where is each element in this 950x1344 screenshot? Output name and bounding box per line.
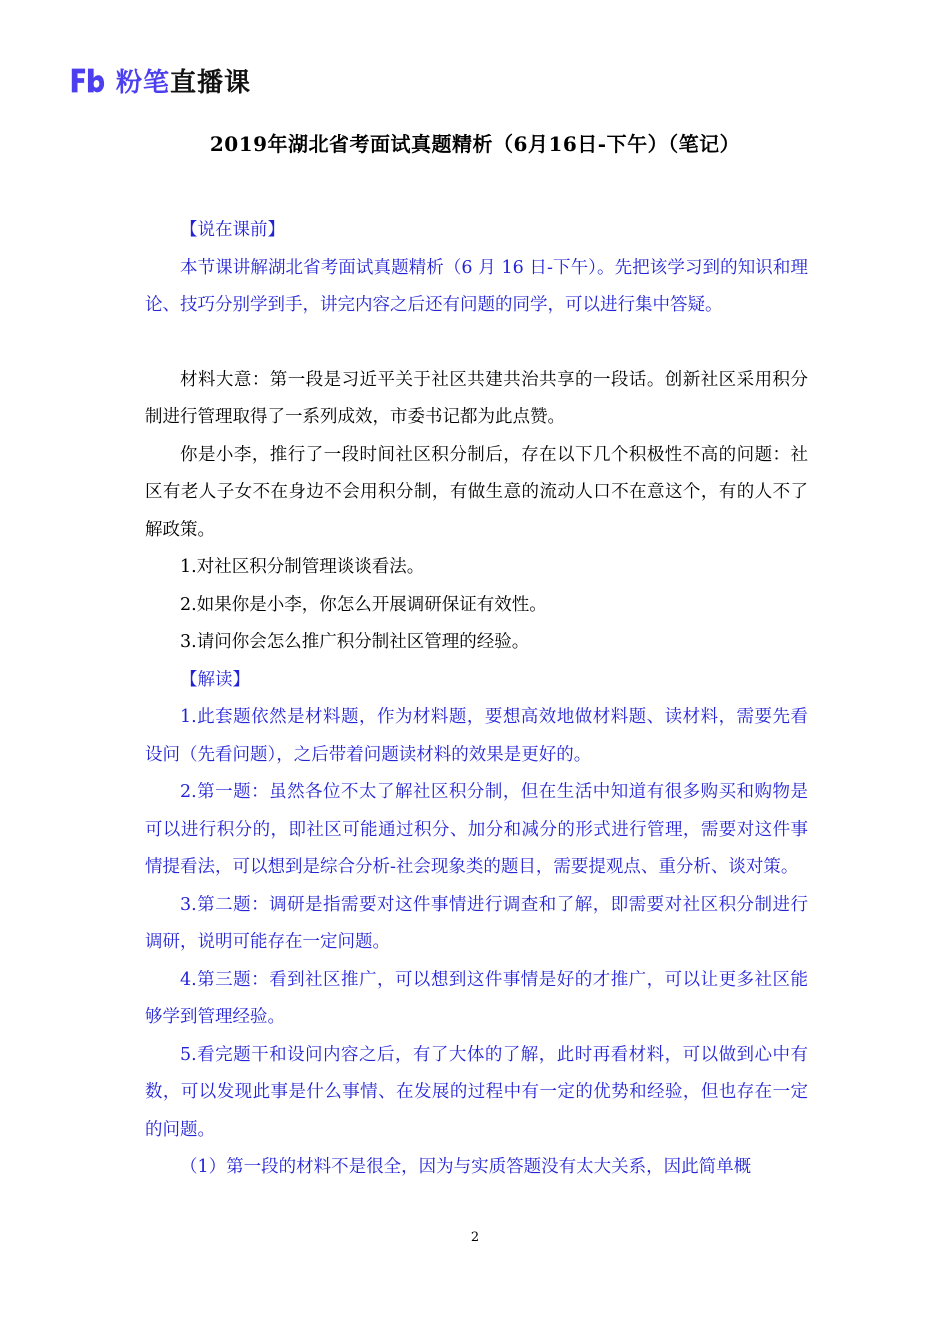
analysis-item: 3.第二题：调研是指需要对这件事情进行调查和了解，即需要对社区积分制进行调研，说明可能存在一定问题。 xyxy=(145,894,808,952)
brand-logo xyxy=(68,58,251,102)
analysis-item: 4.第三题：看到社区推广，可以想到这件事情是好的才推广，可以让更多社区能够学到管理经验。 xyxy=(145,969,808,1027)
page-title: 2019年湖北省考面试真题精析（6月16日-下午）（笔记） xyxy=(209,132,741,156)
question-item: 2.如果你是小李，你怎么开展调研保证有效性。 xyxy=(180,594,547,615)
analysis-heading: 【解读】 xyxy=(180,669,250,690)
question-item: 1.对社区积分制管理谈谈看法。 xyxy=(180,557,425,577)
analysis-item: 1.此套题依然是材料题，作为材料题，要想高效地做材料题、读材料，需要先看设问（先看问题），之后带着问题读材料的效果是更好的。 xyxy=(145,707,808,765)
question-item: 3.请问你会怎么推广积分制社区管理的经验。 xyxy=(180,632,530,652)
material-summary: 材料大意：第一段是习近平关于社区共建共治共享的一段话。创新社区采用积分制进行管理取得了一系列成效，市委书记都为此点赞。 xyxy=(145,369,808,427)
logo-text xyxy=(116,62,251,99)
intro-heading: 【说在课前】 xyxy=(180,220,285,240)
logo-brand: 粉笔 xyxy=(116,67,171,98)
analysis-item: 2.第一题：虽然各位不太了解社区积分制，但在生活中知道有很多购买和购物是可以进行积分的，即社区可能通过积分、加分和减分的形式进行管理，需要对这件事情提看法，可以想到是综合分析-社会现象类的题目，需要提观点、重分析、谈对策。 xyxy=(145,782,808,877)
logo-suffix: 直播课 xyxy=(170,67,252,98)
intro-text: 本节课讲解湖北省考面试真题精析（6 月 16 日-下午）。先把该学习到的知识和理论、技巧分别学到手，讲完内容之后还有问题的同学，可以进行集中答疑。 xyxy=(145,257,808,315)
document-body xyxy=(145,212,808,1187)
scenario-text: 你是小李，推行了一段时间社区积分制后，存在以下几个积极性不高的问题：社区有老人子女不在身边不会用积分制，有做生意的流动人口不在意这个，有的人不了解政策。 xyxy=(145,444,808,540)
spacer xyxy=(145,325,808,362)
analysis-item: （1）第一段的材料不是很全，因为与实质答题没有太大关系，因此简单概 xyxy=(180,1157,752,1177)
fenbi-logo-icon xyxy=(68,61,106,99)
analysis-item: 5.看完题干和设问内容之后，有了大体的了解，此时再看材料，可以做到心中有数，可以发现此事是什么事情、在发展的过程中有一定的优势和经验，但也存在一定的问题。 xyxy=(145,1044,808,1140)
page-number: 2 xyxy=(470,1230,480,1245)
